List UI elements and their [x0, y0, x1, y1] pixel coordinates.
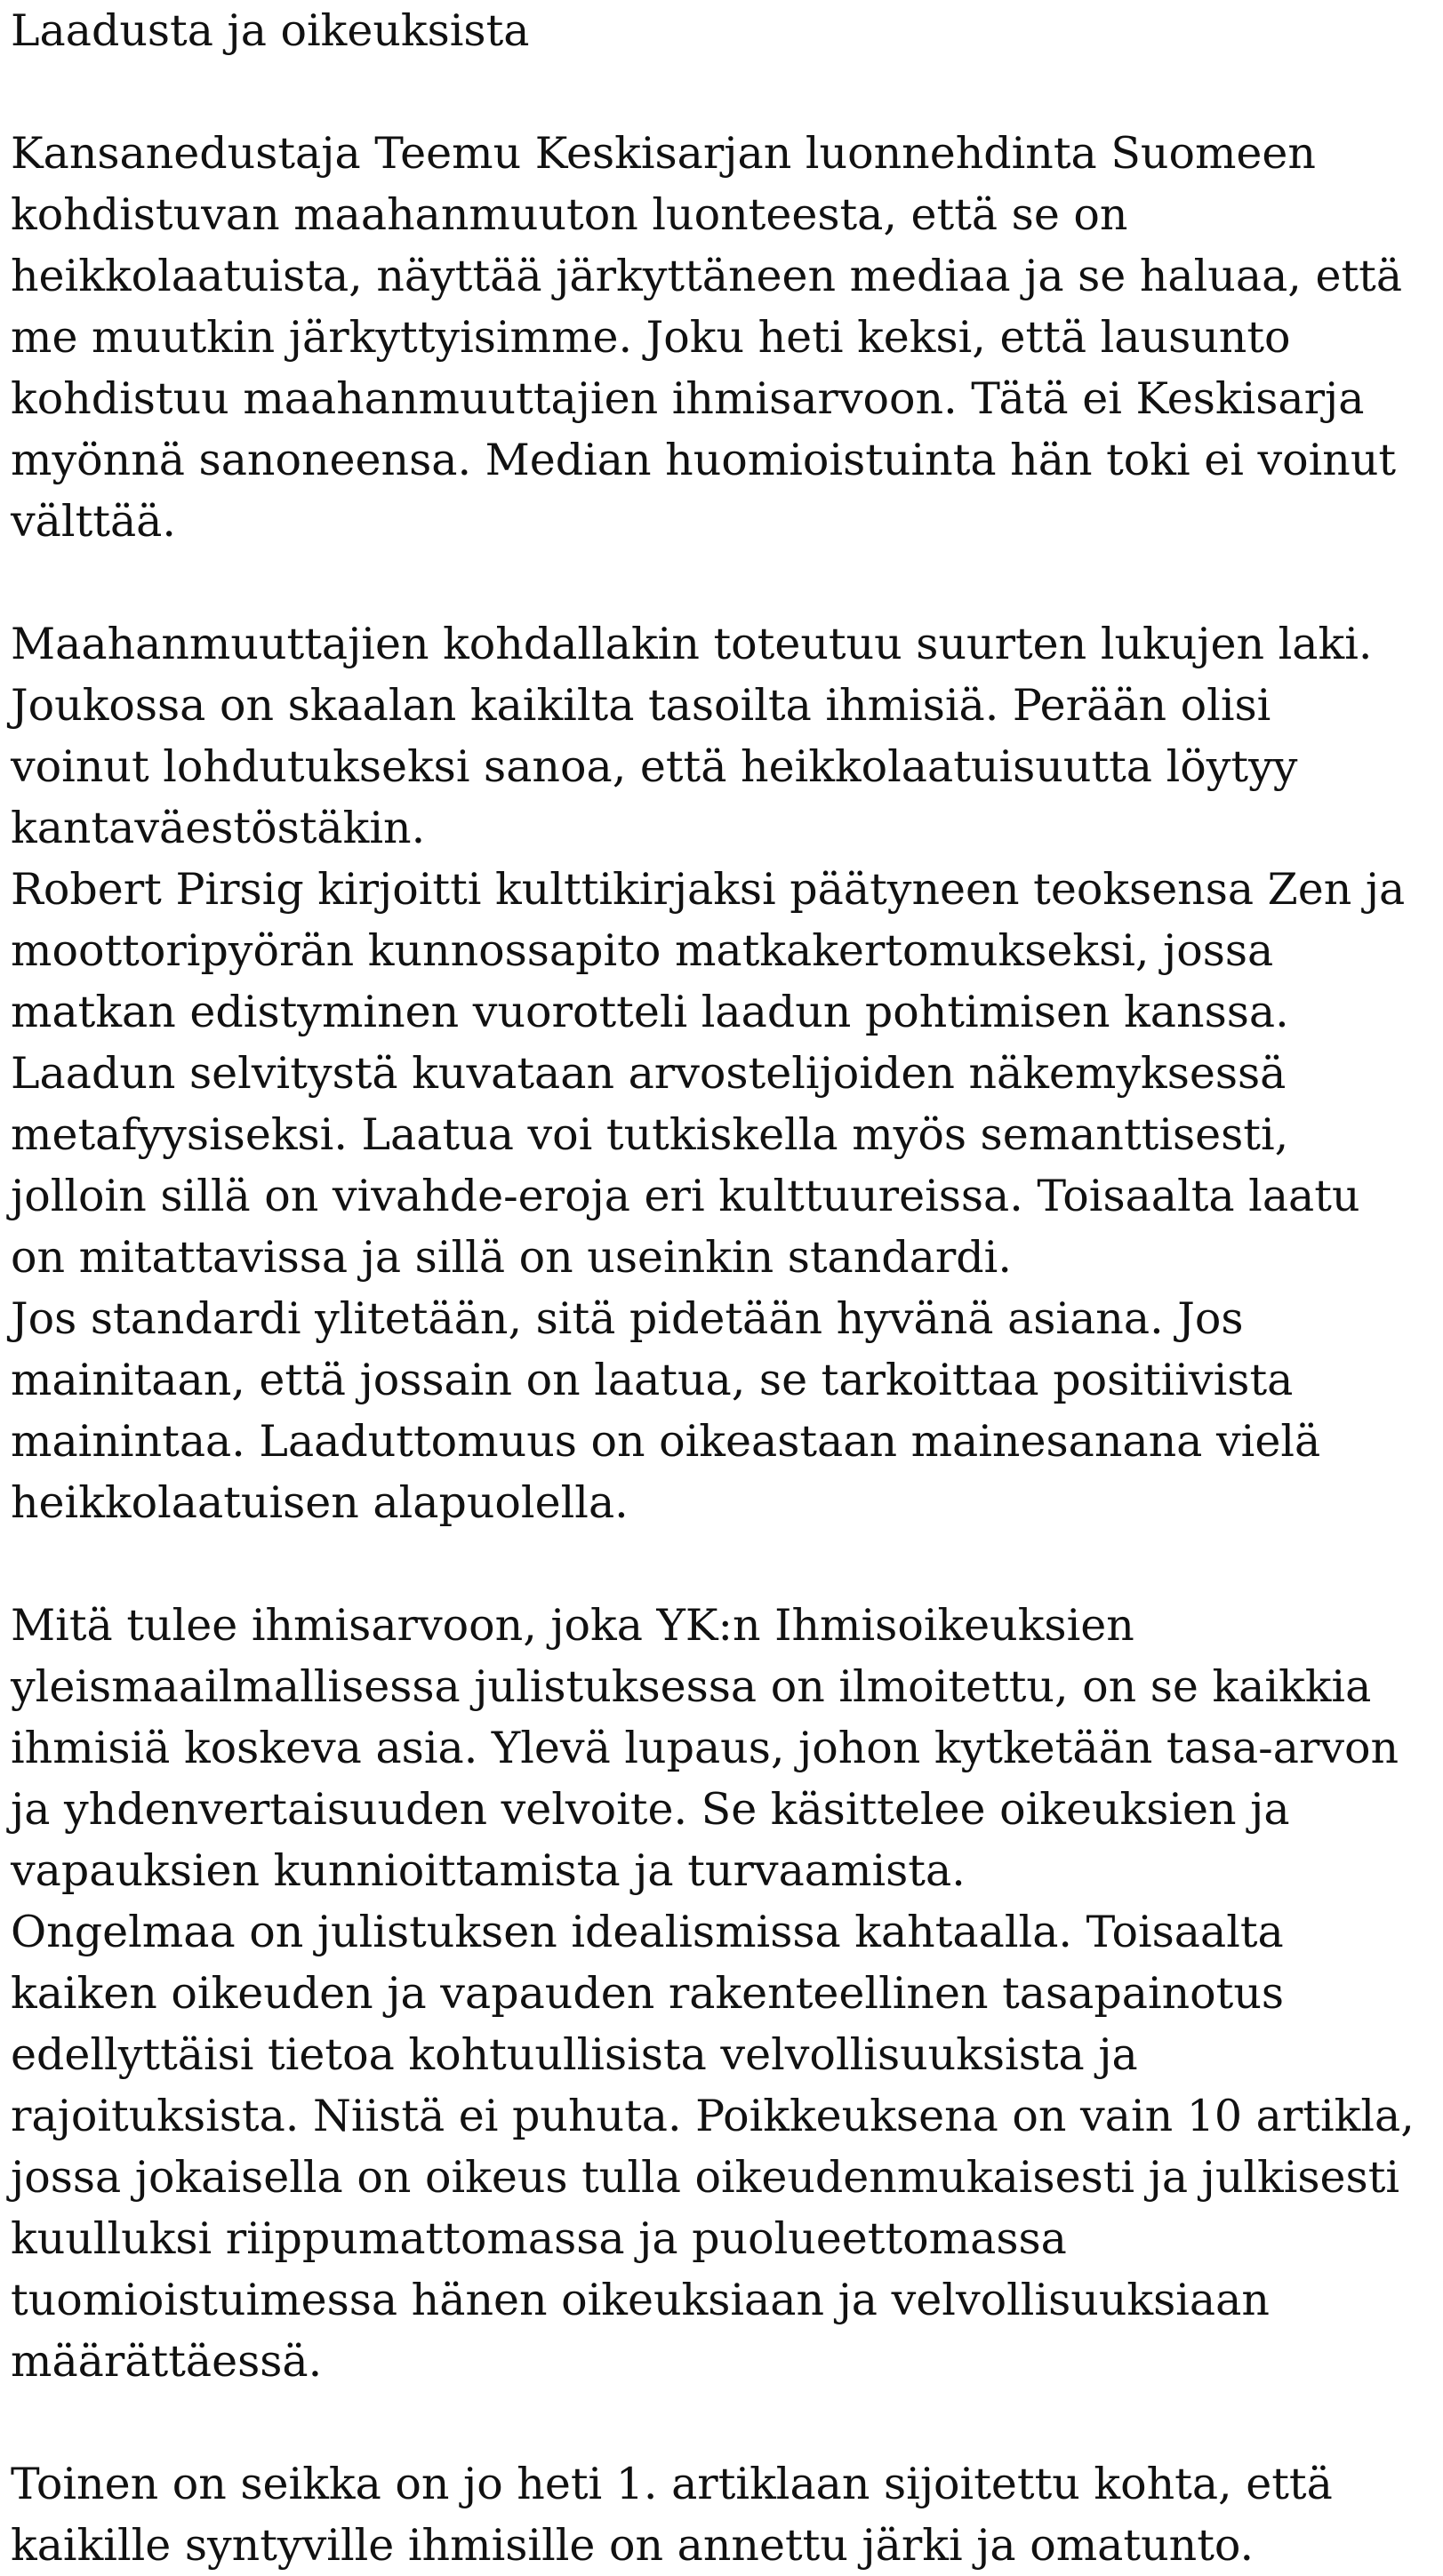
text-line: kaikille syntyville ihmisille on annettu järki ja omatunto. — [11, 2520, 1255, 2571]
text-line: kohdistuvan maahanmuuton luonteesta, että se on — [11, 189, 1128, 240]
text-line: yleismaailmallisessa julistuksessa on ilmoitettu, on se kaikkia — [11, 1661, 1372, 1712]
text-line: jossa jokaisella on oikeus tulla oikeudenmukaisesti ja julkisesti — [11, 2152, 1400, 2203]
text-line: Laadun selvitystä kuvataan arvostelijoiden näkemyksessä — [11, 1048, 1287, 1099]
text-line: kaiken oikeuden ja vapauden rakenteellinen tasapainotus — [11, 1968, 1285, 2019]
text-line: Joukossa on skaalan kaikilta tasoilta ihmisiä. Perään olisi — [11, 680, 1271, 731]
text-line: me muutkin järkyttyisimme. Joku heti keksi, että lausunto — [11, 312, 1291, 363]
text-line: metafyysiseksi. Laatua voi tutkiskella myös semanttisesti, — [11, 1109, 1289, 1160]
text-line: ihmisiä koskeva asia. Ylevä lupaus, johon kytketään tasa-arvon — [11, 1723, 1399, 1773]
text-line: mainitaan, että jossain on laatua, se tarkoittaa positiivista — [11, 1355, 1294, 1405]
text-line: Robert Pirsig kirjoitti kulttikirjaksi päätyneen teoksensa Zen ja — [11, 864, 1406, 915]
text-line: Kansanedustaja Teemu Keskisarjan luonnehdinta Suomeen — [11, 128, 1316, 179]
text-line: voinut lohdutukseksi sanoa, että heikkolaatuisuutta löytyy — [11, 741, 1298, 792]
text-line: kohdistuu maahanmuuttajien ihmisarvoon. Tätä ei Keskisarja — [11, 373, 1365, 424]
text-line: tuomioistuimessa hänen oikeuksiaan ja velvollisuuksiaan — [11, 2275, 1270, 2325]
text-line: Ongelmaa on julistuksen idealismissa kahtaalla. Toisaalta — [11, 1907, 1284, 1957]
document-title: Laadusta ja oikeuksista — [11, 5, 530, 56]
blank-line — [11, 552, 1443, 613]
blank-line — [11, 1533, 1443, 1595]
text-line: Mitä tulee ihmisarvoon, joka YK:n Ihmisoikeuksien — [11, 1600, 1134, 1651]
text-line: välttää. — [11, 496, 176, 547]
text-line: heikkolaatuisen alapuolella. — [11, 1477, 629, 1528]
text-line: määrättäessä. — [11, 2336, 323, 2387]
text-line: Jos standardi ylitetään, sitä pidetään hyvänä asiana. Jos — [11, 1293, 1244, 1344]
text-line: jolloin sillä on vivahde-eroja eri kulttuureissa. Toisaalta laatu — [11, 1171, 1360, 1221]
text-line: kantaväestöstäkin. — [11, 803, 426, 853]
text-line: matkan edistyminen vuorotteli laadun pohtimisen kanssa. — [11, 987, 1289, 1037]
text-line: edellyttäisi tietoa kohtuullisista velvollisuuksista ja — [11, 2029, 1138, 2080]
text-line: moottoripyörän kunnossapito matkakertomukseksi, jossa — [11, 925, 1274, 976]
text-line: heikkolaatuista, näyttää järkyttäneen mediaa ja se haluaa, että — [11, 251, 1403, 301]
text-line: vapauksien kunnioittamista ja turvaamista. — [11, 1845, 966, 1896]
text-line: Toinen on seikka on jo heti 1. artiklaan sijoitettu kohta, että — [11, 2459, 1333, 2509]
text-line: ja yhdenvertaisuuden velvoite. Se käsittelee oikeuksien ja — [11, 1784, 1290, 1835]
text-line: kuulluksi riippumattomassa ja puolueettomassa — [11, 2213, 1067, 2264]
text-line: on mitattavissa ja sillä on useinkin standardi. — [11, 1232, 1012, 1283]
blank-line — [11, 61, 1443, 123]
text-line: rajoituksista. Niistä ei puhuta. Poikkeuksena on vain 10 artikla, — [11, 2091, 1415, 2141]
text-line: myönnä sanoneensa. Median huomioistuinta hän toki ei voinut — [11, 435, 1397, 485]
text-line: mainintaa. Laaduttomuus on oikeastaan mainesanana vielä — [11, 1416, 1321, 1467]
document-body — [11, 61, 1443, 2576]
blank-line — [11, 2392, 1443, 2453]
text-line: Maahanmuuttajien kohdallakin toteutuu suurten lukujen laki. — [11, 619, 1373, 669]
